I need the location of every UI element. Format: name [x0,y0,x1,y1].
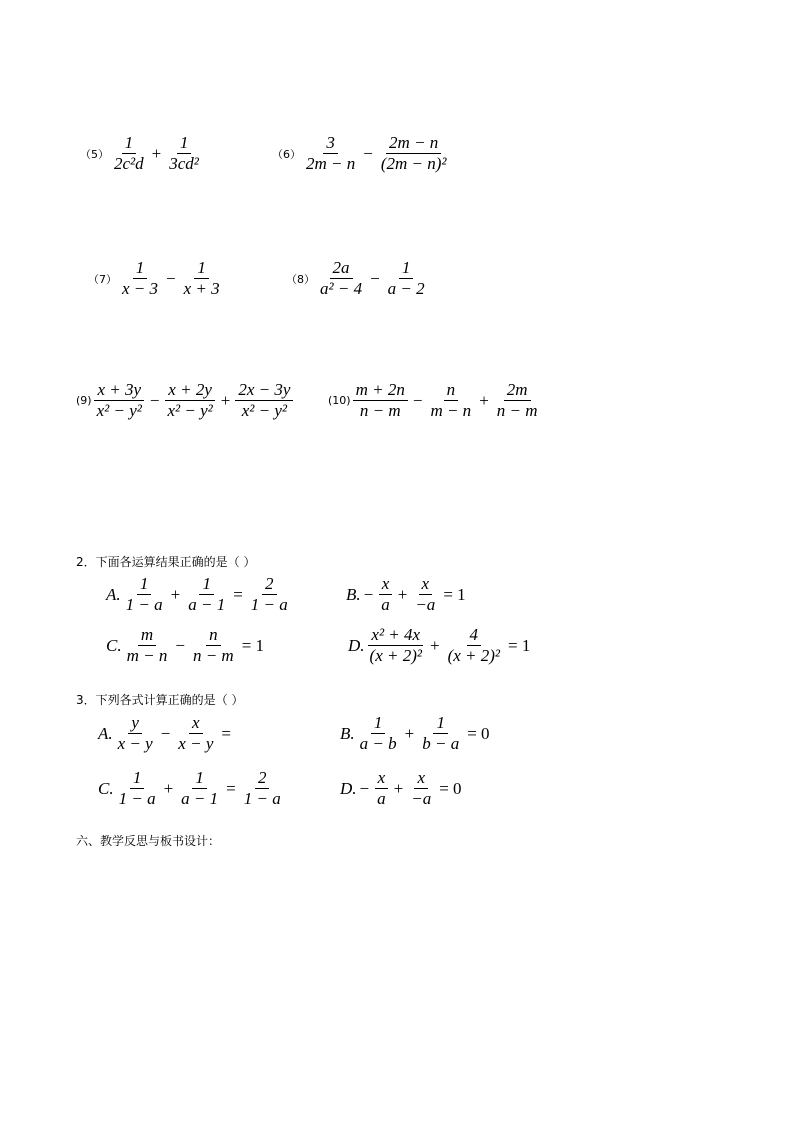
denominator: −a [415,595,436,614]
denominator: x² − y² [167,401,213,420]
operator: − [149,390,160,410]
option-label: D. [340,778,357,798]
fraction [185,574,228,615]
exercise-label: (9) [76,394,92,407]
operator: + [397,584,408,604]
operator: − [370,268,380,288]
denominator: a − 1 [188,595,226,614]
numerator: y [128,713,142,734]
denominator: a − 1 [181,789,219,808]
operator: − [363,143,373,163]
denominator: a² − 4 [320,279,363,298]
operator: + [170,584,181,604]
fraction [408,768,434,809]
operator: = [233,584,243,604]
fraction [248,574,291,615]
fraction [385,258,428,299]
option-label: D. [348,635,365,655]
denominator: x − y [178,734,214,753]
fraction [178,768,221,809]
fraction [317,258,365,299]
denominator: x − y [117,734,153,753]
fraction [419,713,462,754]
denominator: m − n [126,646,168,665]
expression [315,258,430,299]
fraction [111,133,147,174]
numerator: 1 [130,768,145,789]
exercise-9 [76,380,295,421]
fraction [164,380,215,421]
denominator: 1 − a [125,595,163,614]
option-label: A. [98,723,113,743]
expression [122,625,267,666]
fraction [115,713,156,754]
operator: + [404,723,415,743]
exercise-7 [88,258,225,299]
exercise-10 [328,380,543,421]
denominator: 2m − n [306,154,356,173]
numerator: 2 [262,574,277,595]
numerator: 1 [133,258,148,279]
operator: = 1 [443,584,466,604]
operator: = 0 [439,778,462,798]
fraction [123,574,166,615]
denominator: −a [411,789,432,808]
denominator: n − m [192,646,234,665]
fraction [378,574,393,615]
numerator: 1 [194,258,209,279]
numerator: x [189,713,203,734]
numerator: 1 [199,574,214,595]
exercise-label: （7） [88,272,117,286]
numerator: x [379,574,393,595]
denominator: 1 − a [118,789,156,808]
denominator: 1 − a [250,595,288,614]
fraction [374,768,389,809]
operator: = 1 [508,635,531,655]
q3-option-c[interactable] [98,768,286,809]
denominator: (2m − n)² [380,154,447,173]
numerator: m + 2n [353,380,408,401]
numerator: x [414,768,428,789]
fraction [303,133,358,174]
denominator: x² − y² [96,401,142,420]
numerator: 2m [504,380,531,401]
operator: = [221,723,231,743]
denominator: 3cd² [169,154,199,173]
q2-option-c[interactable] [106,625,267,666]
expression [355,713,493,754]
fraction [357,713,400,754]
numerator: x [419,574,433,595]
denominator: x² − y² [241,401,287,420]
fraction [94,380,145,421]
denominator: x + 3 [183,279,220,298]
fraction [378,133,450,174]
operator: − [412,390,423,410]
denominator: a [381,595,390,614]
numerator: 1 [177,133,192,154]
q3-option-b[interactable] [340,713,493,754]
numerator: 2x − 3y [235,380,293,401]
expression [361,574,469,615]
fraction [427,380,474,421]
fraction [124,625,171,666]
numerator: 2a [330,258,353,279]
operator: = [226,778,236,798]
operator: − [363,584,374,604]
numerator: m [138,625,156,646]
fraction [166,133,202,174]
section-6-heading: 六、教学反思与板书设计： [76,834,221,848]
exercise-label: （5） [80,147,109,161]
denominator: b − a [422,734,460,753]
expression [92,380,296,421]
exercise-8 [286,258,430,299]
exercise-6 [272,133,452,174]
q2-option-d[interactable] [348,625,533,666]
q3-option-a[interactable] [98,713,234,754]
numerator: x + 3y [94,380,144,401]
question-2-title: 2．下面各运算结果正确的是（ ） [76,555,256,569]
exercise-5 [80,133,204,174]
q2-option-b[interactable] [346,574,469,615]
numerator: 2m − n [386,133,441,154]
denominator: n − m [359,401,401,420]
fraction [235,380,293,421]
denominator: (x + 2)² [369,646,422,665]
operator: − [175,635,185,655]
expression [117,258,225,299]
fraction [412,574,438,615]
numerator: 3 [323,133,338,154]
numerator: x² + 4x [368,625,423,646]
denominator: a − 2 [387,279,425,298]
fraction [241,768,284,809]
option-label: C. [98,778,114,798]
operator: − [160,723,171,743]
denominator: (x + 2)² [447,646,500,665]
question-3-title: 3．下列各式计算正确的是（ ） [76,693,244,707]
denominator: m − n [430,401,472,420]
option-label: C. [106,635,122,655]
denominator: n − m [496,401,538,420]
operator: + [151,143,162,163]
operator: = 0 [467,723,490,743]
numerator: 1 [371,713,386,734]
numerator: n [206,625,221,646]
numerator: 1 [122,133,137,154]
numerator: n [444,380,459,401]
q3-option-d[interactable] [340,768,465,809]
option-label: B. [340,723,355,743]
exercise-label: （6） [272,147,301,161]
numerator: 1 [399,258,414,279]
denominator: 1 − a [243,789,281,808]
q2-option-a[interactable] [106,574,293,615]
denominator: 2c²d [114,154,144,173]
operator: + [393,778,404,798]
expression [351,380,543,421]
exercise-label: （8） [286,272,315,286]
expression [114,768,286,809]
numerator: 4 [467,625,482,646]
numerator: 2 [255,768,270,789]
expression [121,574,293,615]
fraction [367,625,425,666]
operator: + [163,778,174,798]
option-label: A. [106,584,121,604]
operator: + [220,390,231,410]
operator: + [429,635,440,655]
expression [365,625,534,666]
fraction [494,380,541,421]
expression [301,133,452,174]
exercise-label: (10) [328,394,351,407]
numerator: 1 [192,768,207,789]
operator: = 1 [241,635,265,655]
numerator: x [375,768,389,789]
denominator: x − 3 [122,279,159,298]
denominator: a − b [359,734,397,753]
option-label: B. [346,584,361,604]
numerator: x + 2y [165,380,215,401]
fraction [119,258,161,299]
numerator: 1 [433,713,448,734]
numerator: 1 [137,574,152,595]
fraction [181,258,223,299]
fraction [175,713,216,754]
expression [113,713,234,754]
operator: − [166,268,176,288]
fraction [190,625,237,666]
operator: − [359,778,370,798]
fraction [353,380,408,421]
denominator: a [377,789,386,808]
fraction [445,625,503,666]
expression [357,768,465,809]
operator: + [479,390,489,410]
fraction [116,768,159,809]
expression [109,133,204,174]
